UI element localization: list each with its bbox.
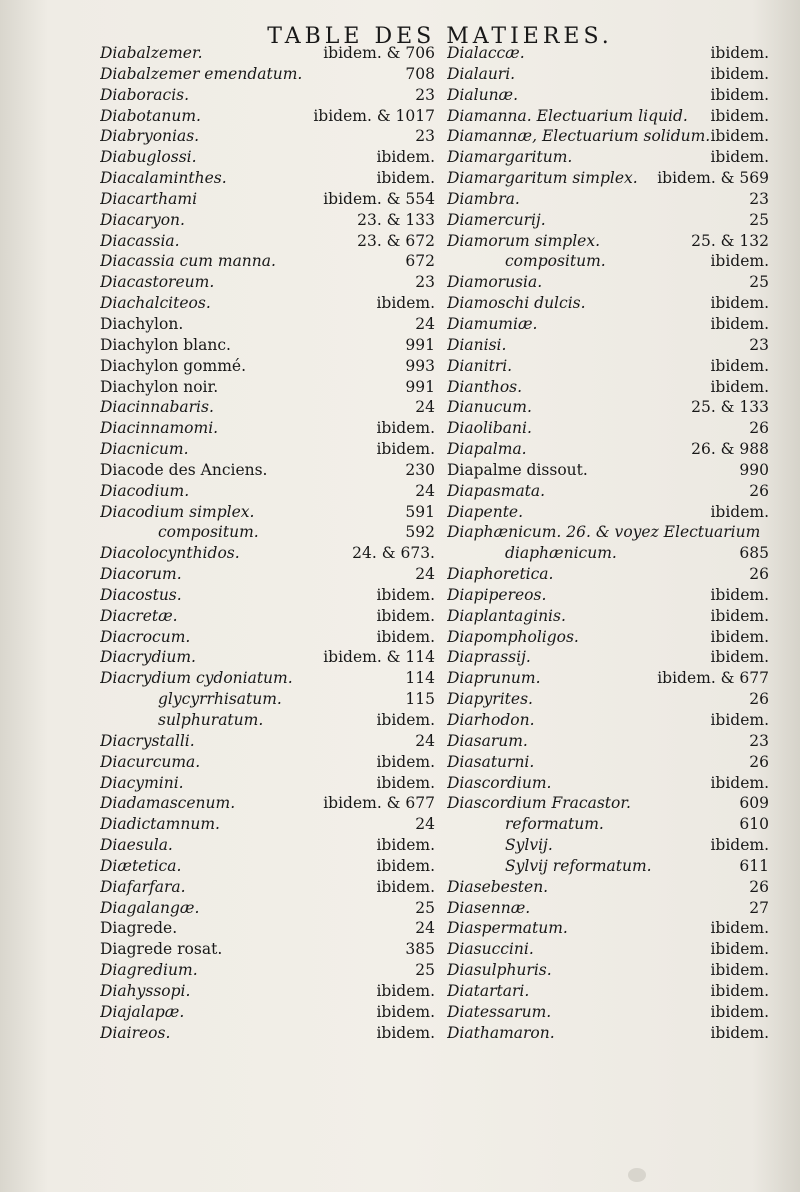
entry-page-ref: ibidem. [710,585,769,604]
entry-page-ref: ibidem. [710,627,769,646]
entry-name: Diætetica. [100,856,182,875]
index-entry [447,982,769,1003]
index-entry [447,482,769,503]
index-entry [447,628,769,649]
entry-page-ref: ibidem. [710,44,769,62]
entry-page-ref: 25. & 133 [691,398,769,417]
entry-name: Dialauri. [447,64,516,83]
entry-page-ref: 26 [749,877,769,896]
index-entry [447,398,769,419]
entry-name: Diaprassij. [447,648,531,667]
entry-name: Diacrystalli. [100,731,195,750]
entry-name: Diajalapæ. [100,1002,185,1021]
entry-name: Diapasmata. [447,481,546,500]
index-entry [447,815,769,836]
index-entry [447,503,769,524]
index-entry [100,774,435,795]
entry-page-ref: 685 [739,544,769,563]
entry-page-ref: ibidem. [376,585,435,604]
entry-name: Diapompholigos. [447,627,579,646]
index-entry [100,232,435,253]
index-entry [447,336,769,357]
entry-page-ref: ibidem. [376,440,435,459]
index-entry [100,44,435,65]
index-entry [100,899,435,920]
entry-name: reformatum. [505,815,604,834]
entry-page-ref: ibidem. [376,294,435,313]
entry-page-ref: 610 [739,815,769,834]
entry-name: Diasulphuris. [447,961,552,980]
index-entry [447,899,769,920]
entry-page-ref: 25 [749,210,769,229]
entry-page-ref: ibidem. [376,1023,435,1042]
index-entry [447,232,769,253]
entry-name: Diaphoretica. [447,565,554,584]
index-entry [100,523,435,544]
entry-page-ref: 23 [415,127,435,146]
entry-page-ref: ibidem. & 706 [323,44,435,62]
entry-name: Diasarum. [447,731,528,750]
entry-name: Diacrocum. [100,627,191,646]
entry-name: Diamanna. Electuarium liquid. [447,106,688,125]
entry-name: Diatessarum. [447,1002,552,1021]
entry-page-ref: 26 [749,752,769,771]
entry-page-ref: ibidem. [710,711,769,729]
entry-name: Diamannæ, Electuarium solidum. [447,127,711,146]
index-entry [100,836,435,857]
index-entry [447,648,769,669]
entry-page-ref: ibidem. [710,981,769,1000]
entry-page-ref: ibidem. [710,356,769,375]
entry-name: Diaspermatum. [447,919,568,938]
index-entry [447,273,769,294]
index-entry [447,357,769,378]
index-entry [447,1003,769,1024]
index-entry [447,857,769,878]
index-entry [100,86,435,107]
index-entry [100,648,435,669]
entry-page-ref: ibidem. & 1017 [313,106,435,125]
entry-page-ref: ibidem. [376,419,435,438]
entry-name: Diaireos. [100,1023,171,1042]
entry-page-ref: ibidem. [710,1002,769,1021]
entry-name: Diabalzemer. [100,44,203,62]
index-entry [100,815,435,836]
entry-name: Diacodium. [100,481,190,500]
index-entry [100,1003,435,1024]
index-entry [100,753,435,774]
index-entry [447,544,769,565]
entry-name: Diachylon. [100,314,184,333]
entry-page-ref: 609 [739,794,769,813]
entry-page-ref: ibidem. [376,981,435,1000]
entry-page-ref: ibidem. [710,377,769,396]
entry-page-ref: ibidem. [710,606,769,625]
index-entry [447,315,769,336]
entry-page-ref: 26 [749,565,769,584]
entry-name: Sylvij reformatum. [505,856,652,875]
index-entry [100,461,435,482]
entry-name: Diagredium. [100,961,198,980]
entry-name: Diahyssopi. [100,981,191,1000]
entry-name: Diaphænicum. 26. & voyez Electuarium [447,523,761,542]
entry-page-ref: 24 [415,481,435,500]
entry-name: glycyrrhisatum. [158,690,282,709]
index-column-right [447,44,769,1045]
entry-name: Diapyrites. [447,690,533,709]
entry-page-ref: 25 [415,898,435,917]
entry-name: Diasaturni. [447,752,535,771]
entry-page-ref: 708 [405,64,435,83]
index-entry [447,169,769,190]
entry-page-ref: ibidem. [710,148,769,167]
entry-page-ref: 24 [415,314,435,333]
index-entry [100,65,435,86]
index-entry [447,86,769,107]
entry-name: Diaolibani. [447,419,532,438]
entry-name: Diasebesten. [447,877,549,896]
entry-name: Diabryonias. [100,127,200,146]
index-entry [447,565,769,586]
entry-page-ref: 23 [749,731,769,750]
index-entry [100,940,435,961]
entry-page-ref: ibidem. [710,64,769,83]
entry-page-ref: ibidem. [376,148,435,167]
index-entry [447,836,769,857]
entry-page-ref: 25. & 132 [691,231,769,250]
index-entry [100,190,435,211]
index-entry [447,44,769,65]
entry-name: Diacolocynthidos. [100,544,240,563]
index-entry [447,669,769,690]
entry-name: Diambra. [447,189,520,208]
index-entry [447,107,769,128]
index-entry [100,127,435,148]
index-entry [447,252,769,273]
entry-name: Dialunæ. [447,85,519,104]
entry-page-ref: ibidem. [376,627,435,646]
entry-name: Diacinnabaris. [100,398,214,417]
index-entry [447,1024,769,1045]
entry-name: Diatartari. [447,981,530,1000]
entry-name: Diacurcuma. [100,752,201,771]
entry-name: Diacrydium. [100,648,196,667]
index-entry [447,378,769,399]
index-entry [447,523,769,544]
index-entry [447,461,769,482]
entry-page-ref: 991 [405,377,435,396]
entry-page-ref: 25 [749,273,769,292]
index-entry [447,211,769,232]
entry-name: Diacalaminthes. [100,169,227,188]
entry-name: Diacnicum. [100,440,189,459]
entry-page-ref: 230 [405,460,435,479]
index-entry [100,669,435,690]
entry-name: Diacassia cum manna. [100,252,276,271]
index-entry [100,378,435,399]
entry-name: Diacostus. [100,585,182,604]
index-entry [100,982,435,1003]
entry-name: diaphænicum. [505,544,617,563]
index-entry [100,878,435,899]
index-entry [100,482,435,503]
entry-page-ref: ibidem. [710,127,769,146]
index-entry [447,607,769,628]
entry-page-ref: ibidem. [710,773,769,792]
index-entry [447,732,769,753]
entry-page-ref: 24. & 673. [352,544,435,563]
index-entry [447,65,769,86]
entry-name: Diacodium simplex. [100,502,255,521]
index-entry [100,315,435,336]
entry-page-ref: ibidem. [710,294,769,313]
entry-name: Diachylon blanc. [100,335,231,354]
entry-name: Diamumiæ. [447,314,538,333]
entry-page-ref: 26 [749,419,769,438]
entry-page-ref: ibidem. [376,752,435,771]
entry-name: Diacretæ. [100,606,178,625]
index-entry [100,794,435,815]
entry-name: Diachylon noir. [100,377,219,396]
index-column-left [100,44,435,1045]
entry-name: Diamargaritum. [447,148,573,167]
entry-page-ref: ibidem. [376,773,435,792]
index-entry [447,294,769,315]
index-entry [447,440,769,461]
index-entry [447,127,769,148]
entry-page-ref: ibidem. [710,502,769,521]
entry-name: Diascordium. [447,773,552,792]
entry-page-ref: 114 [405,669,435,688]
entry-name: Diasuccini. [447,940,534,959]
entry-name: Diacassia. [100,231,180,250]
entry-name: Diapalma. [447,440,527,459]
index-entry [100,211,435,232]
entry-name: Sylvij. [505,836,553,855]
index-entry [447,190,769,211]
entry-page-ref: 26 [749,481,769,500]
entry-name: Diagalangæ. [100,898,200,917]
index-entry [100,419,435,440]
index-entry [100,440,435,461]
index-entry [447,753,769,774]
entry-name: Diacode des Anciens. [100,460,268,479]
entry-page-ref: ibidem. [710,940,769,959]
page-header: TABLE DES MATIERES. [267,24,613,49]
entry-page-ref: ibidem. [376,836,435,855]
entry-page-ref: 115 [405,690,435,709]
index-entry [447,878,769,899]
entry-name: Diafarfara. [100,877,186,896]
entry-page-ref: 672 [405,252,435,271]
entry-page-ref: 26 [749,690,769,709]
index-entry [447,794,769,815]
entry-name: Diathamaron. [447,1023,555,1042]
entry-page-ref: ibidem. [376,606,435,625]
entry-page-ref: ibidem. [710,961,769,980]
entry-name: sulphuratum. [158,711,264,729]
entry-page-ref: ibidem. [376,856,435,875]
entry-name: Diabuglossi. [100,148,197,167]
index-entry [100,503,435,524]
entry-name: Dianucum. [447,398,532,417]
index-entry [447,419,769,440]
index-entry [447,148,769,169]
entry-name: Diachylon gommé. [100,356,246,375]
entry-page-ref: ibidem. [710,314,769,333]
index-entry [100,565,435,586]
entry-page-ref: ibidem. [376,169,435,188]
entry-page-ref: 611 [739,856,769,875]
entry-name: Diadamascenum. [100,794,236,813]
entry-name: Diachalciteos. [100,294,211,313]
entry-page-ref: ibidem. [710,85,769,104]
index-entry [100,732,435,753]
index-entry [100,148,435,169]
entry-name: Diaplantaginis. [447,606,566,625]
entry-name: Diaprunum. [447,669,541,688]
index-entry [100,586,435,607]
index-entry [100,273,435,294]
entry-page-ref: 24 [415,815,435,834]
entry-name: Dianisi. [447,335,507,354]
index-entry [100,398,435,419]
entry-page-ref: ibidem. & 554 [323,189,435,208]
entry-page-ref: 24 [415,731,435,750]
entry-name: Diapipereos. [447,585,547,604]
entry-page-ref: 23. & 672 [357,231,435,250]
entry-name: Diadictamnum. [100,815,220,834]
entry-name: Diacaryon. [100,210,185,229]
entry-name: Diapente. [447,502,524,521]
entry-name: Diamorum simplex. [447,231,601,250]
index-entry [100,169,435,190]
entry-name: Diasennæ. [447,898,531,917]
entry-page-ref: ibidem. [376,711,435,729]
entry-page-ref: 991 [405,335,435,354]
entry-name: Dianitri. [447,356,513,375]
index-entry [447,919,769,940]
entry-name: Diacymini. [100,773,184,792]
entry-page-ref: ibidem. & 114 [323,648,435,667]
entry-page-ref: 23 [749,335,769,354]
entry-name: Diacinnamomi. [100,419,219,438]
entry-page-ref: 24 [415,565,435,584]
entry-page-ref: ibidem. & 677 [323,794,435,813]
entry-page-ref: ibidem. & 569 [657,169,769,188]
index-entry [100,107,435,128]
entry-page-ref: ibidem. [710,836,769,855]
entry-page-ref: ibidem. [376,1002,435,1021]
entry-page-ref: 23 [749,189,769,208]
entry-name: Diacorum. [100,565,182,584]
entry-name: Diapalme dissout. [447,460,588,479]
entry-name: Diamercurij. [447,210,546,229]
index-entry [100,252,435,273]
index-entry [100,857,435,878]
index-entry [447,961,769,982]
entry-page-ref: 25 [415,961,435,980]
index-entry [100,357,435,378]
entry-page-ref: ibidem. [710,106,769,125]
entry-page-ref: ibidem. [710,919,769,938]
index-entry [100,544,435,565]
index-entry [100,690,435,711]
entry-name: Diamoschi dulcis. [447,294,586,313]
entry-page-ref: ibidem. & 677 [657,669,769,688]
entry-name: compositum. [505,252,606,271]
entry-page-ref: 23 [415,85,435,104]
entry-page-ref: 24 [415,398,435,417]
entry-page-ref: 591 [405,502,435,521]
entry-page-ref: ibidem. [710,648,769,667]
index-entry [100,961,435,982]
entry-name: Dialaccæ. [447,44,525,62]
entry-page-ref: 23. & 133 [357,210,435,229]
index-entry [100,919,435,940]
index-entry [447,940,769,961]
entry-name: Diabotanum. [100,106,201,125]
entry-name: Diaboracis. [100,85,190,104]
entry-name: Diarhodon. [447,711,535,729]
entry-page-ref: 23 [415,273,435,292]
index-entry [447,774,769,795]
entry-page-ref: ibidem. [710,1023,769,1042]
entry-name: Diagrede rosat. [100,940,223,959]
entry-page-ref: 993 [405,356,435,375]
entry-name: Diabalzemer emendatum. [100,64,303,83]
entry-name: Diagrede. [100,919,178,938]
index-entry [100,607,435,628]
index-entry [447,711,769,732]
index-entry [447,690,769,711]
entry-page-ref: 26. & 988 [691,440,769,459]
index-entry [100,711,435,732]
entry-name: Diacarthami [100,189,198,208]
entry-page-ref: ibidem. [376,877,435,896]
entry-name: Diamorusia. [447,273,543,292]
entry-name: Diacrydium cydoniatum. [100,669,293,688]
entry-name: Diaesula. [100,836,173,855]
entry-page-ref: 990 [739,460,769,479]
index-entry [100,628,435,649]
entry-page-ref: 24 [415,919,435,938]
entry-name: Diascordium Fracastor. [447,794,631,813]
entry-name: compositum. [158,523,259,542]
entry-name: Dianthos. [447,377,523,396]
entry-page-ref: 592 [405,523,435,542]
page-stain [628,1168,646,1182]
entry-page-ref: 27 [749,898,769,917]
index-entry [100,294,435,315]
entry-page-ref: ibidem. [710,252,769,271]
index-entry [100,336,435,357]
index-entry [100,1024,435,1045]
index-entry [447,586,769,607]
entry-name: Diamargaritum simplex. [447,169,638,188]
entry-name: Diacastoreum. [100,273,215,292]
entry-page-ref: 385 [405,940,435,959]
